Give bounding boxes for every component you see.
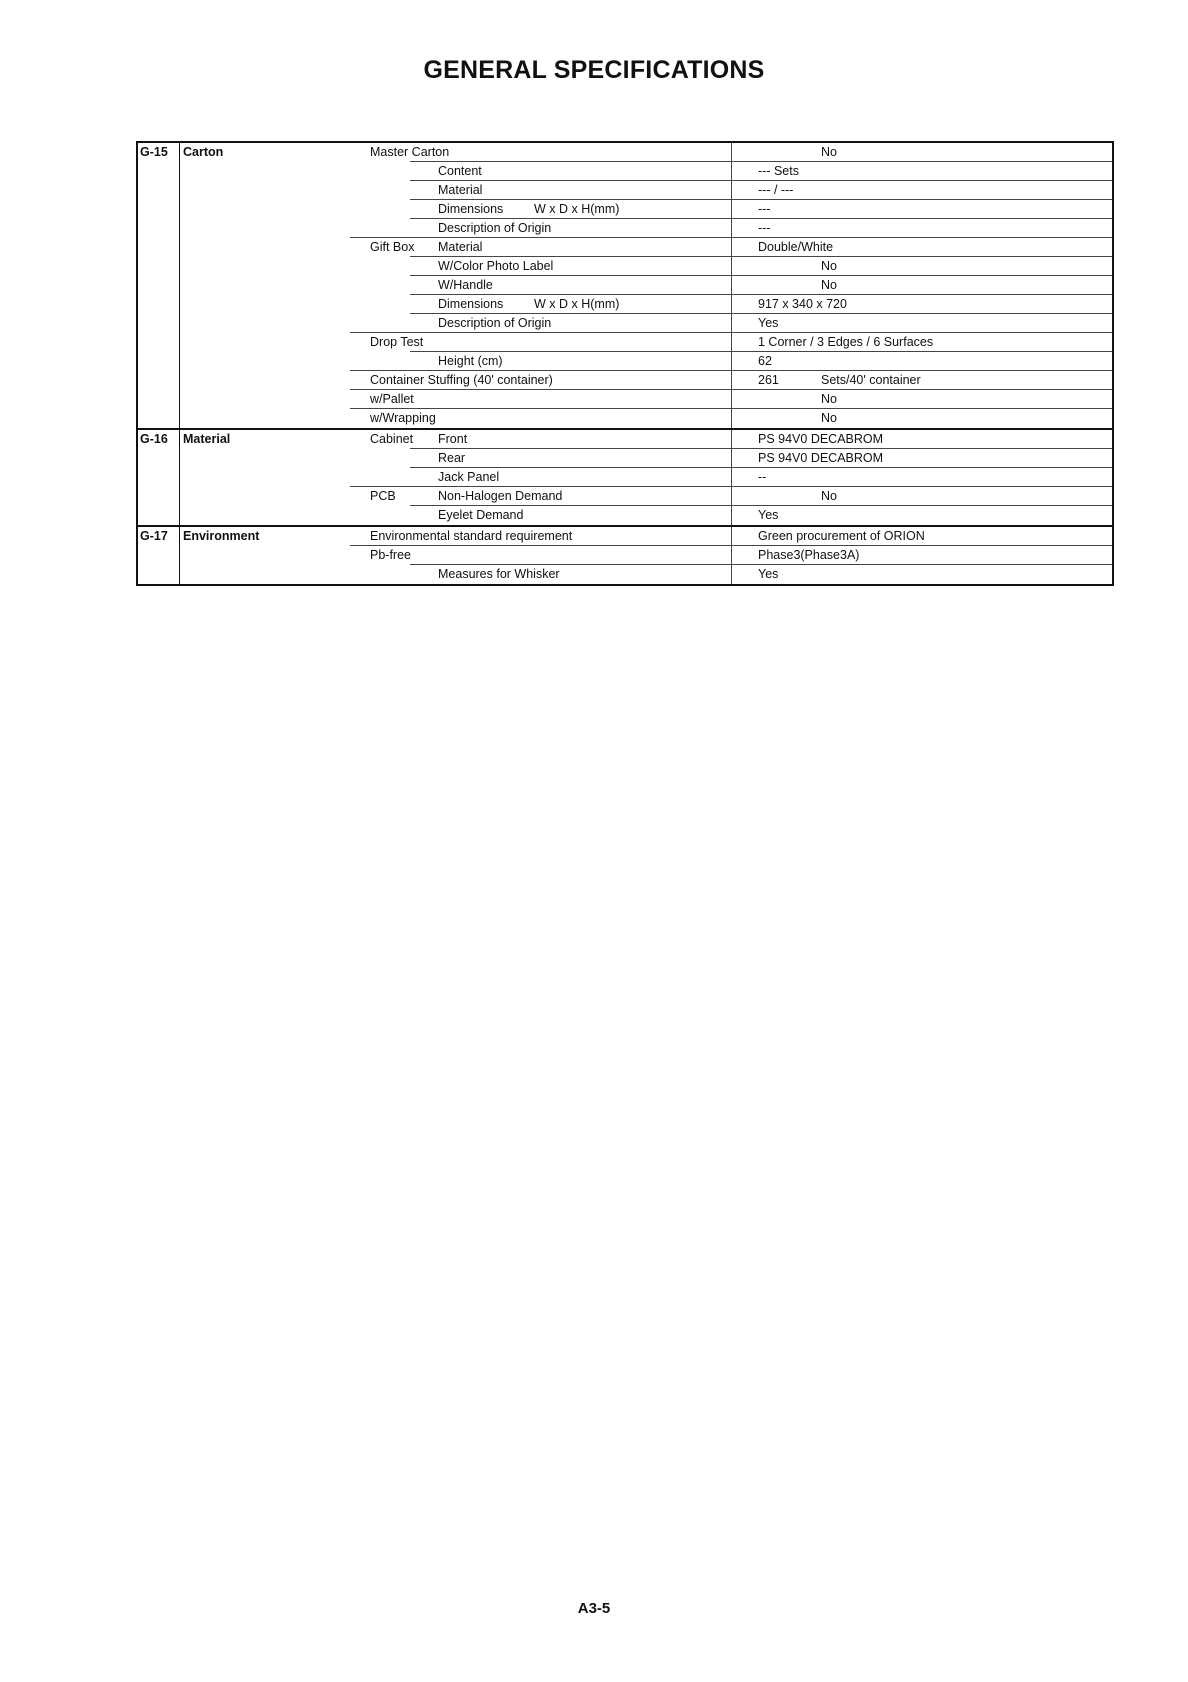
spec-value: 1 Corner / 3 Edges / 6 Surfaces (758, 335, 934, 349)
spec-row (138, 546, 1112, 565)
spec-value: Yes (758, 508, 779, 522)
spec-sublabel: Rear (438, 451, 466, 465)
spec-value-centered: No (821, 145, 837, 159)
spec-row (138, 527, 1112, 546)
spec-value: Phase3(Phase3A) (758, 548, 860, 562)
spec-sublabel: Measures for Whisker (438, 567, 560, 581)
spec-value-centered: No (821, 392, 837, 406)
spec-row (138, 200, 1112, 219)
spec-row (138, 162, 1112, 181)
spec-row (138, 352, 1112, 371)
group-name: Carton (183, 145, 224, 159)
spec-sublabel: Description of Origin (438, 316, 552, 330)
spec-value: Yes (758, 316, 779, 330)
spec-row (138, 409, 1112, 428)
spec-sublabel: Dimensions (438, 297, 504, 311)
spec-sublabel: Description of Origin (438, 221, 552, 235)
spec-group (138, 143, 1112, 428)
spec-sublabel: Jack Panel (438, 470, 500, 484)
spec-label: PCB (370, 489, 396, 503)
spec-sublabel: W/Handle (438, 278, 493, 292)
spec-row (138, 487, 1112, 506)
spec-value: 261 (758, 373, 779, 387)
spec-label: w/Wrapping (370, 411, 436, 425)
spec-sublabel: Eyelet Demand (438, 508, 524, 522)
spec-value: --- (758, 221, 771, 235)
spec-row (138, 257, 1112, 276)
spec-row (138, 219, 1112, 238)
spec-dimension-label: W x D x H(mm) (534, 202, 620, 216)
spec-sublabel: Material (438, 240, 483, 254)
spec-sublabel: Dimensions (438, 202, 504, 216)
spec-sublabel: W/Color Photo Label (438, 259, 554, 273)
spec-value-centered: No (821, 489, 837, 503)
spec-row (138, 449, 1112, 468)
spec-label: Pb-free (370, 548, 411, 562)
spec-value: --- (758, 202, 771, 216)
spec-value: Double/White (758, 240, 834, 254)
spec-row (138, 238, 1112, 257)
spec-sublabel: Non-Halogen Demand (438, 489, 563, 503)
spec-value-centered: No (821, 259, 837, 273)
group-name: Material (183, 432, 231, 446)
spec-label: Environmental standard requirement (370, 529, 573, 543)
spec-value: --- Sets (758, 164, 799, 178)
spec-unit: Sets/40' container (821, 373, 921, 387)
spec-group (138, 525, 1112, 584)
spec-value: 62 (758, 354, 772, 368)
spec-row (138, 276, 1112, 295)
group-code: G-15 (138, 143, 180, 428)
spec-sublabel: Material (438, 183, 483, 197)
spec-value: Yes (758, 567, 779, 581)
spec-row (138, 333, 1112, 352)
group-code: G-17 (138, 527, 180, 584)
spec-value-centered: No (821, 411, 837, 425)
spec-value: Green procurement of ORION (758, 529, 925, 543)
spec-dimension-label: W x D x H(mm) (534, 297, 620, 311)
spec-label: Container Stuffing (40' container) (370, 373, 553, 387)
group-name: Environment (183, 529, 260, 543)
spec-row (138, 506, 1112, 525)
spec-row (138, 390, 1112, 409)
page-title: GENERAL SPECIFICATIONS (423, 56, 765, 84)
spec-value: 917 x 340 x 720 (758, 297, 847, 311)
group-code: G-16 (138, 430, 180, 525)
spec-value: PS 94V0 DECABROM (758, 451, 884, 465)
spec-sublabel: Height (cm) (438, 354, 503, 368)
spec-row (138, 314, 1112, 333)
spec-sublabel: Content (438, 164, 482, 178)
spec-label: Cabinet (370, 432, 414, 446)
spec-row (138, 181, 1112, 200)
spec-value-centered: No (821, 278, 837, 292)
spec-value: PS 94V0 DECABROM (758, 432, 884, 446)
spec-row (138, 565, 1112, 584)
spec-label: Gift Box (370, 240, 415, 254)
spec-row (138, 468, 1112, 487)
spec-label: Drop Test (370, 335, 424, 349)
spec-sublabel: Front (438, 432, 468, 446)
spec-row (138, 295, 1112, 314)
page-number: A3-5 (577, 1600, 611, 1617)
spec-value: -- (758, 470, 767, 484)
spec-row (138, 430, 1112, 449)
spec-value: --- / --- (758, 183, 794, 197)
spec-row (138, 143, 1112, 162)
spec-label: w/Pallet (370, 392, 414, 406)
spec-row (138, 371, 1112, 390)
spec-label: Master Carton (370, 145, 450, 159)
spec-table (136, 141, 1114, 586)
spec-group (138, 428, 1112, 525)
